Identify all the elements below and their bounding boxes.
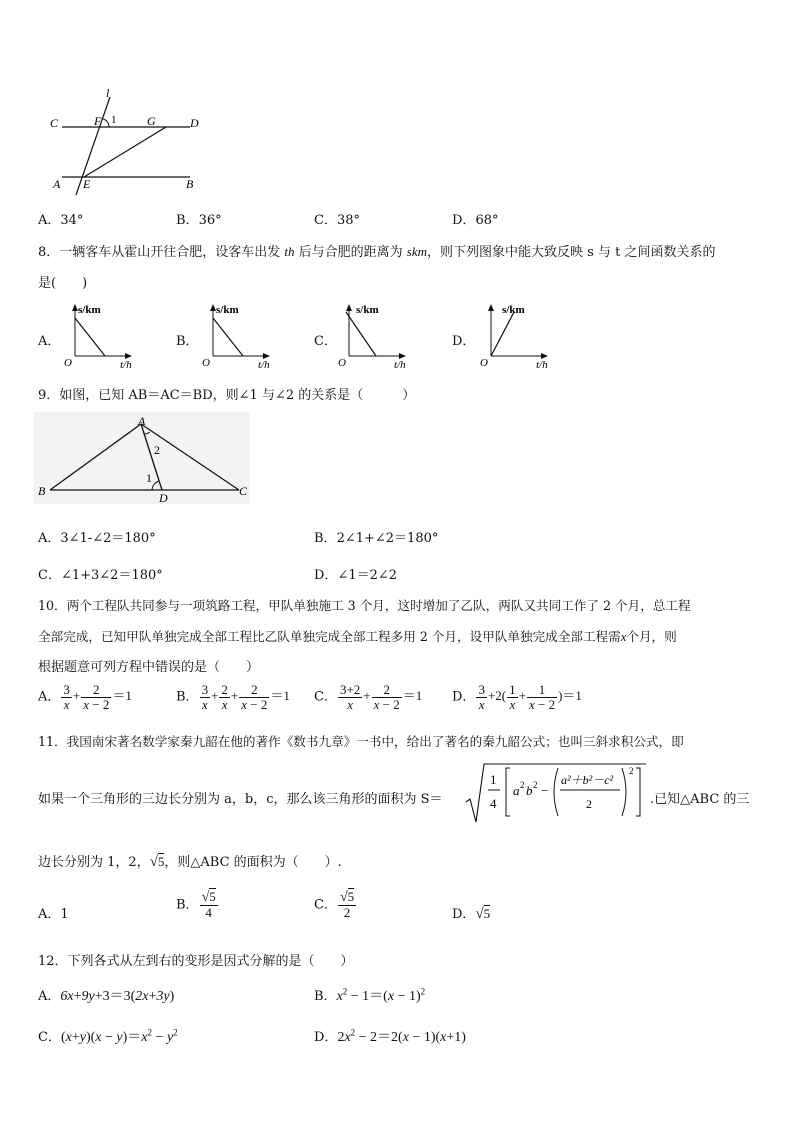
graph-line (213, 318, 243, 356)
q11-option-a (38, 903, 69, 922)
q12-stem: 12．下列各式从左到右的变形是因式分解的是（ ） (38, 954, 354, 969)
y-arrow-icon (488, 304, 494, 311)
option-letter: B． (176, 897, 199, 913)
y-label: s/km (356, 304, 379, 316)
q11-option-d (452, 903, 490, 923)
formula-part: 2 (520, 780, 525, 790)
option-text: 3∠1-∠2＝180° (60, 531, 156, 546)
q8-text: ，则下列图象中能大致反映 s 与 t 之间函数关系的 (427, 245, 716, 260)
option-text: ∠1+3∠2＝180° (60, 568, 163, 583)
option-formula: $\frac{3}{x}$ +2( $\frac{1}{x}$ + $\frac{1}{x - 2}$ )＝1 (478, 682, 582, 712)
option-letter: A． (38, 689, 61, 705)
option-text: 2∠1+∠2＝180° (336, 531, 439, 546)
option-text: 38° (336, 213, 360, 228)
q10-variable-x: x (620, 630, 627, 644)
q8-th: th (284, 244, 295, 259)
formula-part: 2 (629, 766, 634, 776)
q11-stem-line3 (38, 851, 342, 871)
q7-option-b (176, 209, 222, 228)
label-l: l (106, 86, 110, 100)
q8-option-b-letter: B． (176, 334, 199, 349)
origin-label: O (64, 357, 72, 369)
q9-option-b (314, 527, 438, 546)
origin-label: O (202, 357, 210, 369)
q7-figure (40, 85, 220, 200)
q7-option-c (314, 209, 360, 228)
line-l (76, 97, 110, 195)
graph-line (346, 312, 376, 356)
angle-1-arc (103, 119, 109, 127)
q10-option-c (314, 683, 422, 712)
q11-option-c (314, 890, 357, 920)
option-letter: D． (314, 1030, 338, 1045)
option-formula: 6x+9y+3＝3(2x+3y) (60, 989, 175, 1004)
sqrt-5: √5 (149, 854, 165, 870)
option-letter: D． (452, 213, 476, 228)
formula-part: 4 (490, 796, 497, 811)
formula-part: − (541, 783, 549, 798)
origin-label: O (338, 357, 346, 369)
label-c: C (50, 116, 59, 130)
q8-text: 8．一辆客车从霍山开往合肥，设客车出发 (38, 245, 285, 260)
q7-option-a (38, 209, 83, 228)
option-formula: $2x^2 - 2=2(x - 1)(x+1)$ (337, 1027, 466, 1045)
y-arrow-icon (346, 304, 352, 311)
left-paren (554, 768, 558, 816)
right-paren (622, 768, 626, 816)
q10-text: 个月，则 (626, 629, 677, 644)
q8-stem-line1 (38, 241, 715, 260)
q12-option-d (314, 1026, 466, 1046)
graph-line (75, 318, 105, 356)
option-text: 68° (475, 213, 499, 228)
y-label: s/km (78, 304, 101, 316)
q8-option-a-letter: A． (38, 334, 61, 349)
label-angle-1: 1 (146, 471, 152, 485)
option-text: 36° (198, 213, 222, 228)
option-letter: C． (38, 1030, 61, 1045)
left-bracket (506, 768, 510, 816)
q10-option-b (176, 683, 290, 712)
x-label: t/h (258, 359, 270, 371)
label-d: D (159, 491, 168, 504)
option-letter: B． (314, 989, 337, 1004)
formula-part: 2 (586, 797, 592, 811)
label-f: F (94, 114, 102, 128)
q11-text: 边长分别为 1，2， (38, 855, 150, 870)
option-letter: C． (38, 568, 61, 583)
right-bracket (636, 768, 640, 816)
q11-stem-line2a: 如果一个三角形的三边长分别为 a，b，c，那么该三角形的面积为 S＝ (38, 792, 443, 807)
q8-text: 后与合肥的距离为 (294, 245, 407, 260)
q10-text: 全部完成，已知甲队单独完成全部工程比乙队单独完成全部工程多用 2 个月，设甲队单独完成全部工程需 (38, 629, 621, 644)
q10-stem-line2 (38, 626, 677, 645)
q8-stem-line2: 是( ) (38, 276, 88, 291)
option-formula: $(x+y)(x - y)=x^2 - y^2$ (60, 1027, 178, 1045)
label-angle-1: 1 (111, 114, 117, 126)
option-letter: C． (314, 213, 337, 228)
option-text: 34° (60, 213, 84, 228)
formula-part: a (513, 783, 520, 798)
option-letter: B． (176, 689, 199, 705)
option-text: 1 (60, 907, 69, 922)
option-formula: $\frac{√5}{2}$ (339, 889, 355, 920)
option-letter: C． (314, 897, 337, 913)
q10-option-d (452, 683, 582, 712)
formula-part: b (526, 783, 533, 798)
label-b: B (38, 484, 46, 498)
option-formula: $\frac{3+2}{x}$ + $\frac{2}{x - 2}$ ＝1 (339, 682, 423, 712)
label-angle-2: 2 (154, 443, 160, 457)
option-letter: B． (176, 213, 199, 228)
x-label: t/h (536, 359, 548, 371)
q7-option-d (452, 209, 498, 228)
heron-formula-radical (464, 762, 648, 826)
option-letter: D． (452, 689, 476, 705)
option-text: ∠1＝2∠2 (337, 568, 398, 583)
y-label: s/km (216, 304, 239, 316)
option-formula: $\frac{3}{x}$ + $\frac{2}{x}$ + $\frac{2}{x - 2}$ ＝1 (201, 682, 290, 712)
label-a: A (53, 177, 61, 191)
q12-option-a (38, 985, 174, 1005)
q10-option-a (38, 683, 132, 712)
q8-graph-d (476, 300, 556, 372)
option-formula: $x^2 - 1=(x - 1)^2$ (336, 986, 426, 1004)
formula-part: a²＋b²－c² (561, 773, 614, 787)
q12-option-c (38, 1026, 178, 1046)
q10-stem-line1: 10．两个工程队共同参与一项筑路工程，甲队单独施工 3 个月，这时增加了乙队，两队又共同工作了 2 个月，总工程 (38, 598, 691, 613)
formula-part: 2 (533, 780, 538, 790)
x-label: t/h (120, 359, 132, 371)
label-g: G (147, 114, 156, 128)
origin-label: O (480, 357, 488, 369)
q10-stem-line3: 根据题意可列方程中错误的是（ ） (38, 660, 260, 675)
option-letter: A． (38, 213, 61, 228)
option-formula: $\frac{√5}{4}$ (201, 889, 216, 920)
option-letter: A． (38, 531, 61, 546)
q11-stem-line1: 11．我国南宋著名数学家秦九韶在他的著作《数书九章》一书中，给出了著名的秦九韶公式；也叫三斜求积公式，即 (38, 734, 684, 749)
option-letter: A． (38, 989, 61, 1004)
q9-figure (34, 412, 254, 504)
q8-skm: skm (406, 244, 428, 259)
option-letter: B． (314, 531, 337, 546)
q9-option-c (38, 564, 163, 583)
graph-line (491, 312, 514, 356)
line-eg (84, 127, 166, 177)
option-letter: A． (38, 907, 61, 922)
option-letter: C． (314, 689, 337, 705)
q9-option-a (38, 527, 156, 546)
q12-option-b (314, 985, 425, 1005)
y-label: s/km (502, 304, 525, 316)
option-formula: √5 (475, 906, 491, 922)
q11-stem-line2b: .已知△ABC 的三 (650, 792, 750, 807)
q8-graph-c (334, 300, 414, 372)
label-d: D (190, 116, 199, 130)
label-c: C (239, 484, 248, 498)
label-b: B (186, 177, 194, 191)
q11-option-b (176, 890, 219, 920)
q8-option-c-letter: C． (314, 334, 337, 349)
option-letter: D． (452, 907, 476, 922)
q8-graph-a (60, 300, 140, 372)
q8-option-d-letter: D． (452, 334, 476, 349)
label-e: E (83, 177, 91, 191)
option-letter: D． (314, 568, 338, 583)
label-a: A (138, 414, 146, 428)
q8-graph-b (198, 300, 278, 372)
formula-part: 1 (490, 772, 497, 787)
q9-stem: 9．如图，已知 AB＝AC＝BD，则∠1 与∠2 的关系是（ ） (38, 388, 416, 403)
option-formula: $\frac{3}{x}$ + $\frac{2}{x - 2}$ ＝1 (63, 682, 132, 712)
x-label: t/h (394, 359, 406, 371)
q11-text: ，则△ABC 的面积为（ ）. (164, 855, 342, 870)
q9-option-d (314, 564, 397, 583)
